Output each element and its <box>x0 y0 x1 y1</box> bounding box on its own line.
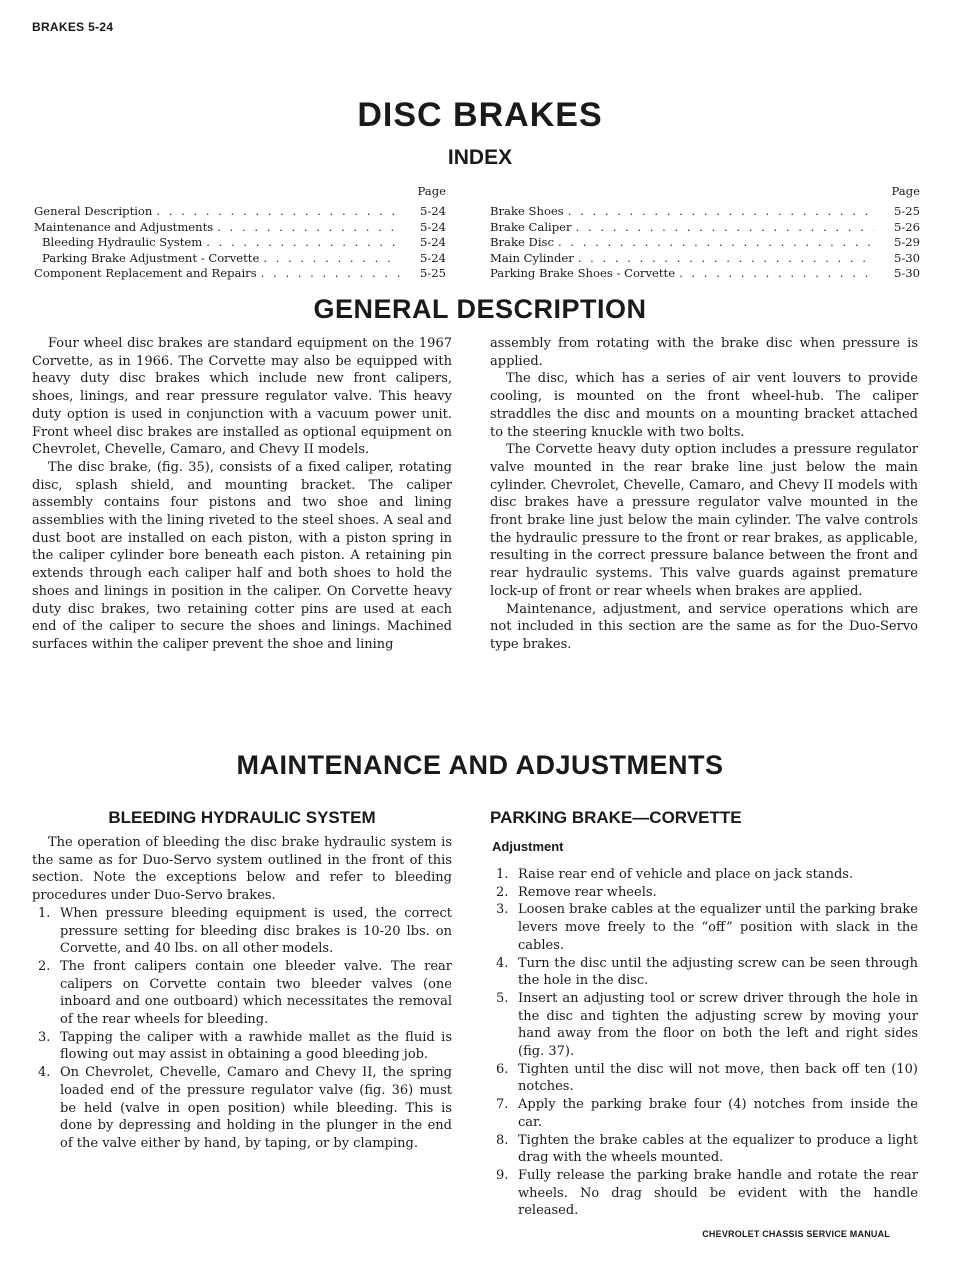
index-entry: Brake Shoes . . . 5-25 <box>490 204 920 219</box>
list-item: 3. Loosen brake cables at the equalizer until the parking brake levers move freely to the “off” position with slack in the cables. <box>496 902 918 953</box>
paragraph: The Corvette heavy duty option includes a pressure regulator valve mounted in the rear brake line just below the main cylinder. Chevrolet, Chevelle, Camaro, and Chevy II models with disc brakes have a pressure regulator valve mounted in the front brake line just below the main cylinder. The valve controls the hydraulic pressure to the front or rear brakes, as applicable, resulting in the correct pressure balance between the front and rear hydraulic systems. This valve guards against premature lock-up of front or rear wheels when brakes are applied. <box>490 442 918 599</box>
index-entry: Brake Disc . . . 5-29 <box>490 235 920 250</box>
index-page-label: Page <box>417 184 446 198</box>
index-page-label: Page <box>891 184 920 198</box>
paragraph: The operation of bleeding the disc brake hydraulic system is the same as for Duo-Servo system outlined in the front of this section. Note the exceptions below and refer to bleeding procedures under Duo-Servo brakes. <box>32 835 452 904</box>
index-entry: Parking Brake Shoes - Corvette . . . 5-30 <box>490 266 920 281</box>
parking-brake-steps <box>490 866 918 1220</box>
paragraph: Four wheel disc brakes are standard equipment on the 1967 Corvette, as in 1966. The Corvette may also be equipped with heavy duty disc brakes which include new front calipers, shoes, linings, and rear pressure regulator valve. This heavy duty option is used in conjunction with a vacuum power unit. Front wheel disc brakes are installed as optional equipment on Chevrolet, Chevelle, Camaro, and Chevy II models. <box>32 336 452 458</box>
index-left-column <box>34 184 446 281</box>
list-item: 7. Apply the parking brake four (4) notches from inside the car. <box>496 1097 918 1130</box>
index-entry: General Description . . . 5-24 <box>34 204 446 219</box>
general-description-left-column <box>32 335 452 654</box>
list-item: 8. Tighten the brake cables at the equalizer to produce a light drag with the wheels mounted. <box>496 1132 918 1166</box>
parking-brake-column <box>490 866 918 1220</box>
index-title: INDEX <box>447 146 513 169</box>
list-item: 2. The front calipers contain one bleeder valve. The rear calipers on Corvette contain two bleeder valves (one inboard and one outboard) which necessitates the removal of the rear wheels for bleeding. <box>38 958 452 1028</box>
index-entry: Component Replacement and Repairs . . . 5-25 <box>34 266 446 281</box>
index-entry: Brake Caliper . . . 5-26 <box>490 220 920 235</box>
list-item: 2. Remove rear wheels. <box>496 884 657 900</box>
running-head: BRAKES 5-24 <box>32 20 114 34</box>
list-item: 6. Tighten until the disc will not move, then back off ten (10) notches. <box>496 1061 918 1095</box>
index-entry: Maintenance and Adjustments . . . 5-24 <box>34 220 446 235</box>
list-item: 4. On Chevrolet, Chevelle, Camaro and Chevy II, the spring loaded end of the pressure regulator valve (fig. 36) must be held (valve in open position) while bleeding. This is done by depressing and holding in the plunger in the end of the valve either by hand, by taping, or by clamping. <box>38 1065 452 1151</box>
index-entry: Parking Brake Adjustment - Corvette . . . 5-24 <box>34 251 446 266</box>
bleeding-steps <box>32 905 452 1153</box>
list-item: 1. When pressure bleeding equipment is used, the correct pressure setting for bleeding disc brakes is 10-20 lbs. on Corvette, and 40 lbs. on all other models. <box>38 905 452 957</box>
index-entry: Main Cylinder . . . 5-30 <box>490 251 920 266</box>
list-item: 3. Tapping the caliper with a rawhide mallet as the fluid is flowing out may assist in obtaining a good bleeding job. <box>38 1029 452 1063</box>
adjustment-subheading: Adjustment <box>492 839 564 854</box>
paragraph: The disc brake, (fig. 35), consists of a fixed caliper, rotating disc, splash shield, and mounting bracket. The caliper assembly contains four pistons and two shoe and lining assemblies with the lining riveted to the steel shoes. A seal and dust boot are installed on each piston, with a piston spring in the caliper cylinder bore beneath each piston. A retaining pin extends through each caliper half and both shoes to hold the shoes and linings in position in the caliper. On Corvette heavy duty disc brakes, two retaining cotter pins are used at each end of the caliper to secure the shoes and linings. Machined surfaces within the caliper prevent the shoe and lining <box>32 459 452 652</box>
bleeding-heading: BLEEDING HYDRAULIC SYSTEM <box>108 808 376 827</box>
list-item: 5. Insert an adjusting tool or screw driver through the hole in the disc and tighten the adjusting screw by moving your hand away from the floor on both the left and right sides (fig. 37). <box>496 990 918 1060</box>
index-entry: Bleeding Hydraulic System . . . 5-24 <box>34 235 446 250</box>
page-title: DISC BRAKES <box>357 96 603 134</box>
paragraph: assembly from rotating with the brake disc when pressure is applied. <box>490 336 918 369</box>
list-item: 4. Turn the disc until the adjusting screw can be seen through the hole in the disc. <box>496 955 918 989</box>
paragraph: The disc, which has a series of air vent louvers to provide cooling, is mounted on the front wheel-hub. The caliper straddles the disc and mounts on a mounting bracket attached to the steering knuckle with two bolts. <box>490 371 918 440</box>
general-description-right-column <box>490 335 918 654</box>
index-right-column <box>490 184 920 281</box>
paragraph: Maintenance, adjustment, and service operations which are not included in this section are the same as for the Duo-Servo type brakes. <box>490 601 918 652</box>
bleeding-column <box>32 834 452 1153</box>
maintenance-heading: MAINTENANCE AND ADJUSTMENTS <box>236 750 724 780</box>
parking-brake-heading: PARKING BRAKE—CORVETTE <box>490 808 742 827</box>
general-description-heading: GENERAL DESCRIPTION <box>313 294 647 324</box>
list-item: 1. Raise rear end of vehicle and place on jack stands. <box>496 867 854 882</box>
footer-manual-name: CHEVROLET CHASSIS SERVICE MANUAL <box>702 1229 890 1239</box>
list-item: 9. Fully release the parking brake handle and rotate the rear wheels. No drag should be evident with the handle released. <box>496 1167 918 1219</box>
